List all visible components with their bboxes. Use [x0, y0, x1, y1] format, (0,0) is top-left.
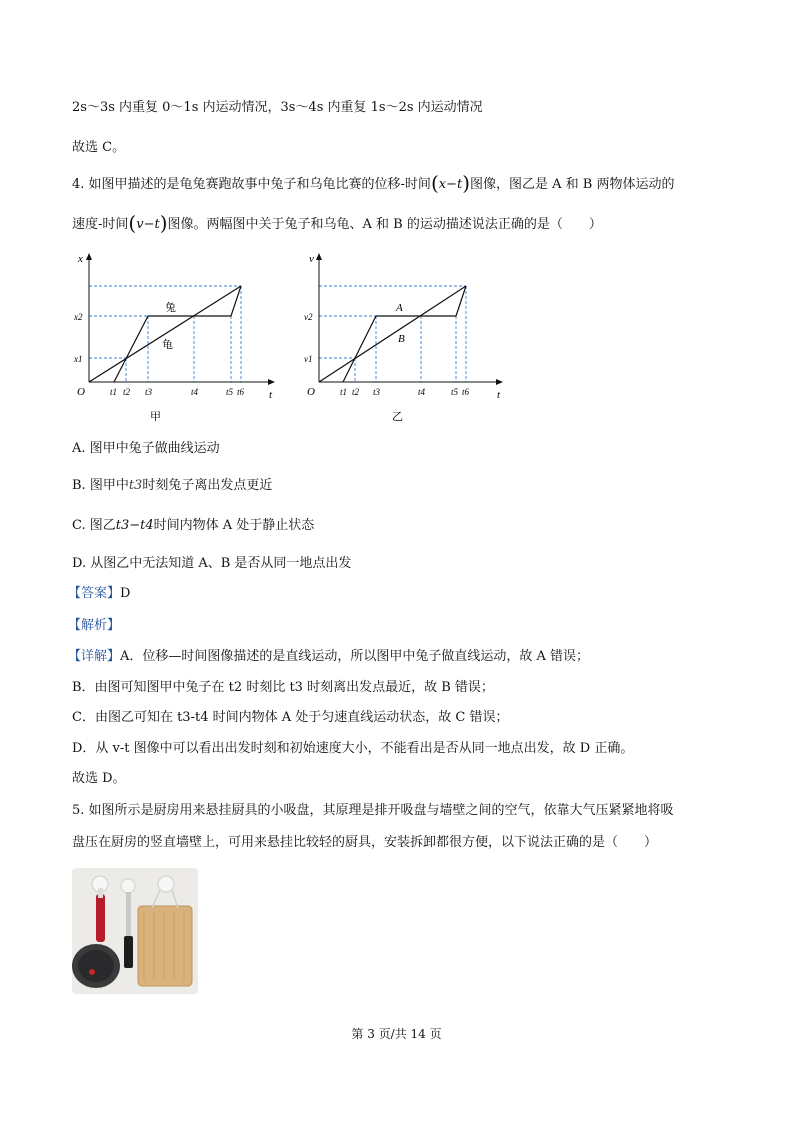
tick-v2: v2: [304, 312, 313, 322]
detail-tag: 【详解】: [68, 649, 121, 664]
tick-t6-yi: t6: [462, 387, 470, 397]
question-4-line-2: [72, 211, 602, 235]
tick-t4-yi: t4: [418, 387, 426, 397]
kitchen-hooks-photo: [72, 868, 198, 994]
question-4-line-1: [72, 171, 675, 195]
turtle-line: [89, 286, 241, 382]
turtle-label: 龟: [162, 339, 173, 351]
question-5-line-1: 5. 如图所示是厨房用来悬挂厨具的小吸盘，其原理是排开吸盘与墙壁之间的空气，依靠大气压紧紧地将吸: [72, 803, 674, 818]
option-c-text-a: C. 图乙: [72, 518, 116, 533]
option-b-t3: t3: [128, 478, 143, 493]
rabbit-line: [114, 286, 241, 382]
b-line: [319, 286, 466, 382]
tick-t5-yi: t5: [451, 387, 459, 397]
option-b-text-a: B. 图甲中: [72, 478, 129, 493]
graph-yi-svg: [300, 250, 510, 425]
graph-jia-svg: [72, 250, 282, 425]
analysis-tag: 【解析】: [68, 618, 121, 633]
detail-a: A．位移—时间图像描述的是直线运动，所以图甲中兔子做直线运动，故 A 错误；: [120, 649, 590, 664]
tick-t3-yi: t3: [373, 387, 381, 397]
answer-value: D: [120, 586, 131, 601]
origin-label: O: [77, 386, 85, 398]
graph-jia: [72, 250, 282, 429]
tick-t3: t3: [145, 387, 153, 397]
origin-label-yi: O: [307, 386, 315, 398]
tick-v1: v1: [304, 354, 313, 364]
question-4-text-c: 速度-时间: [72, 217, 129, 232]
detail-d: D．从 v-t 图像中可以看出出发时刻和初始速度大小，不能看出是否从同一地点出发，故 D 正确。: [72, 741, 634, 756]
analysis-line: [68, 617, 120, 635]
graph-jia-caption: 甲: [150, 411, 161, 423]
question-4-text-d: 图像。两幅图中关于兔子和乌龟、A 和 B 的运动描述说法正确的是（ ）: [167, 217, 602, 232]
text-line-2: 故选 C。: [72, 140, 126, 155]
rabbit-label: 兔: [165, 302, 176, 314]
page-footer: 第 3 页/共 14 页: [351, 1027, 442, 1041]
a-label: A: [396, 302, 403, 314]
option-b-text-b: 时刻兔子离出发点更近: [142, 478, 273, 493]
x-axis-label: t: [269, 389, 273, 401]
question-4-text-a: 4. 如图甲描述的是龟兔赛跑故事中兔子和乌龟比赛的位移-时间: [72, 177, 431, 192]
x-axis-label-yi: t: [497, 389, 501, 401]
tick-t6: t6: [237, 387, 245, 397]
question-5-line-2: 盘压在厨房的竖直墙壁上，可用来悬挂比较轻的厨具，安装拆卸都很方便，以下说法正确的是（ ）: [72, 835, 658, 850]
option-a: A. 图甲中兔子做曲线运动: [72, 441, 220, 456]
option-c-t3t4: t3−t4: [115, 518, 154, 533]
detail-conclusion: 故选 D。: [72, 771, 126, 786]
answer-line: [68, 585, 130, 603]
graph-yi: [300, 250, 510, 429]
kitchen-hooks-illustration: [72, 868, 198, 994]
tick-t1: t1: [110, 387, 118, 397]
detail-c: C．由图乙可知在 t3-t4 时间内物体 A 处于匀速直线运动状态，故 C 错误；: [72, 710, 509, 725]
tick-t1-yi: t1: [340, 387, 348, 397]
tick-t5: t5: [226, 387, 234, 397]
b-label: B: [398, 333, 405, 345]
answer-tag: 【答案】: [68, 586, 121, 601]
y-axis-label-yi: v: [309, 253, 314, 265]
vt-formula: (v−t): [128, 211, 168, 235]
y-axis-label: x: [78, 253, 83, 265]
question-4-text-b: 图像，图乙是 A 和 B 两物体运动的: [470, 177, 675, 192]
detail-line-1: [68, 648, 589, 666]
text-line-1: 2s～3s 内重复 0～1s 内运动情况，3s～4s 内重复 1s～2s 内运动情况: [72, 100, 483, 115]
tick-x2: x2: [74, 312, 83, 322]
tick-x1: x1: [74, 354, 83, 364]
detail-b: B．由图可知图甲中兔子在 t2 时刻比 t3 时刻离出发点最近，故 B 错误；: [72, 680, 494, 695]
option-d: D. 从图乙中无法知道 A、B 是否从同一地点出发: [72, 556, 352, 571]
option-c: [72, 517, 314, 535]
tick-t2-yi: t2: [352, 387, 360, 397]
graph-yi-caption: 乙: [392, 411, 403, 423]
tick-t4: t4: [191, 387, 199, 397]
tick-t2: t2: [123, 387, 131, 397]
option-c-text-b: 时间内物体 A 处于静止状态: [153, 518, 315, 533]
option-b: [72, 477, 272, 495]
xt-formula: (x−t): [430, 171, 471, 195]
